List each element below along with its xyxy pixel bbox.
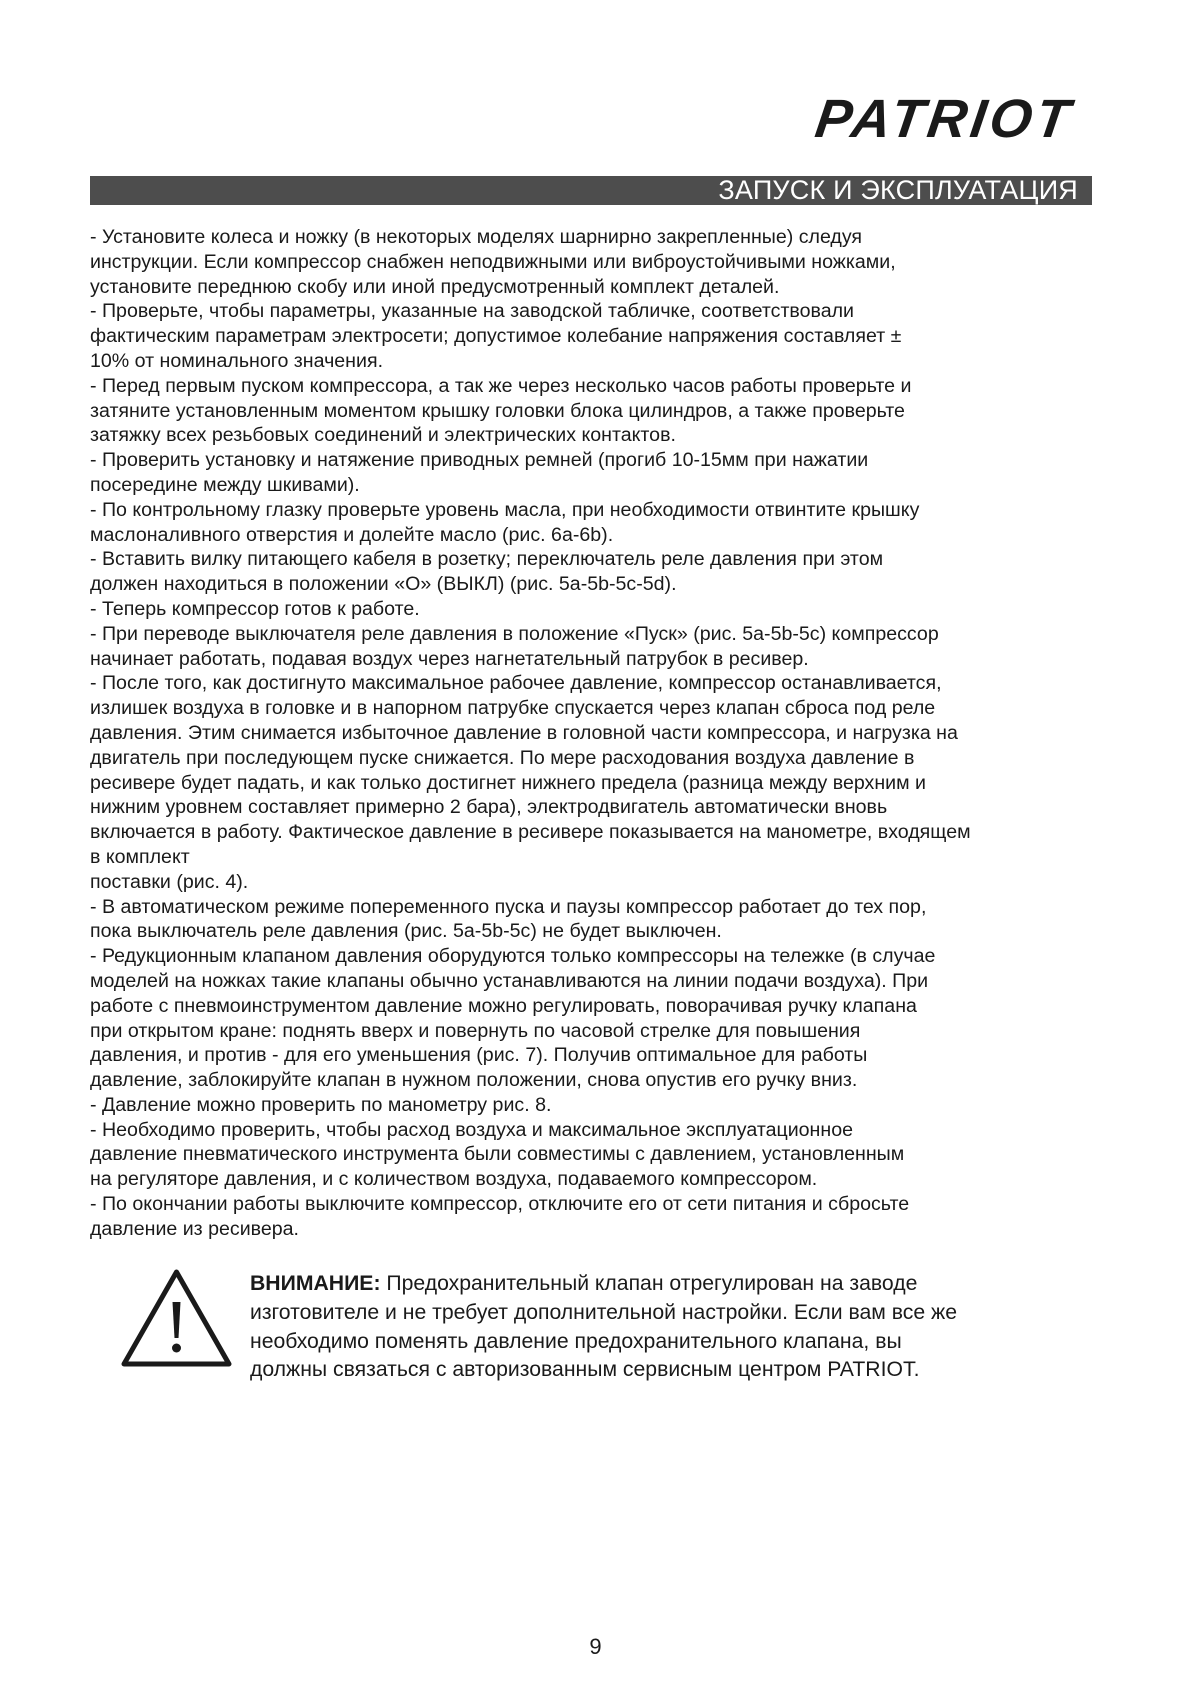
body-line: начинает работать, подавая воздух через нагнетательный патрубок в ресивер. (90, 647, 809, 670)
body-line: фактическим параметрам электросети; допустимое колебание напряжения составляет ± (90, 325, 902, 348)
body-line: работе с пневмоинструментом давление можно регулировать, поворачивая ручку клапана (90, 994, 917, 1017)
body-line: должен находиться в положении «О» (ВЫКЛ) (рис. 5а-5b-5с-5d). (90, 573, 677, 596)
body-line: ресивере будет падать, и как только достигнет нижнего предела (разница между верхним и (90, 771, 926, 794)
warning-line: необходимо поменять давление предохранительного клапана, вы (250, 1329, 902, 1353)
body-line: - Необходимо проверить, чтобы расход воздуха и максимальное эксплуатационное (90, 1118, 853, 1141)
body-line: - Установите колеса и ножку (в некоторых моделях шарнирно закрепленные) следуя (90, 226, 863, 248)
warning-line-text: Предохранительный клапан отрегулирован на заводе (380, 1272, 918, 1295)
body-line: маслоналивного отверстия и долейте масло (рис. 6а-6b). (90, 523, 614, 546)
body-line: - В автоматическом режиме попеременного пуска и паузы компрессор работает до тех пор, (90, 895, 927, 918)
body-line: - Проверьте, чтобы параметры, указанные на заводской табличке, соответствовали (90, 300, 854, 323)
body-line: нижним уровнем составляет примерно 2 бара), электродвигатель автоматически вновь (90, 796, 888, 819)
patriot-logo: PATRIOT (811, 89, 1078, 149)
body-line: поставки (рис. 4). (90, 870, 249, 893)
warning-line: должны связаться с авторизованным сервисным центром PATRIOT. (250, 1358, 920, 1382)
body-line: 10% от номинального значения. (90, 349, 384, 372)
body-line: - После того, как достигнуто максимальное рабочее давление, компрессор останавливается, (90, 672, 942, 695)
warning-line: изготовителе и не требует дополнительной настройки. Если вам все же (250, 1300, 957, 1324)
body-line: - Редукционным клапаном давления оборудуются только компрессоры на тележке (в случае (90, 945, 936, 968)
body-line: пока выключатель реле давления (рис. 5а-5b-5с) не будет выключен. (90, 920, 722, 943)
warning-label: ВНИМАНИЕ: (250, 1272, 381, 1295)
warning-triangle-icon (120, 1268, 233, 1368)
body-line: затяните установленным моментом крышку головки блока цилиндров, а также проверьте (90, 399, 905, 422)
body-line: установите переднюю скобу или иной предусмотренный комплект деталей. (90, 275, 780, 298)
instructions-body (90, 225, 1100, 1242)
body-line: включается в работу. Фактическое давление в ресивере показывается на манометре, входящем (90, 821, 971, 844)
section-header-bar (90, 176, 1092, 205)
body-line: давление пневматического инструмента были совместимы с давлением, установленным (90, 1143, 905, 1166)
body-line: - Давление можно проверить по манометру рис. 8. (90, 1093, 552, 1116)
body-line: моделей на ножках такие клапаны обычно устанавливаются на линии подачи воздуха). При (90, 969, 929, 992)
body-line: - Теперь компрессор готов к работе. (90, 597, 420, 620)
body-line: - По окончании работы выключите компрессор, отключите его от сети питания и сбросьте (90, 1193, 910, 1216)
body-line: излишек воздуха в головке и в напорном патрубке спускается через клапан сброса под реле (90, 697, 936, 720)
body-line: - При переводе выключателя реле давления в положение «Пуск» (рис. 5а-5b-5с) компрессор (90, 622, 939, 645)
body-line: в комплект (90, 845, 190, 868)
body-line: давления, и против - для его уменьшения (рис. 7). Получив оптимальное для работы (90, 1044, 868, 1067)
body-line: при открытом кране: поднять вверх и повернуть по часовой стрелке для повышения (90, 1019, 861, 1042)
warning-line (250, 1270, 1090, 1299)
body-line: - Проверить установку и натяжение приводных ремней (прогиб 10-15мм при нажатии (90, 449, 869, 472)
body-line: давление, заблокируйте клапан в нужном положении, снова опустив его ручку вниз. (90, 1069, 858, 1092)
body-line: - Вставить вилку питающего кабеля в розетку; переключатель реле давления при этом (90, 548, 884, 571)
body-line: двигатель при последующем пуске снижается. По мере расходования воздуха давление в (90, 746, 915, 769)
body-line: - Перед первым пуском компрессора, а так же через несколько часов работы проверьте и (90, 374, 912, 397)
page-number: 9 (589, 1634, 602, 1659)
body-line: давление из ресивера. (90, 1217, 299, 1240)
body-line: - По контрольному глазку проверьте уровень масла, при необходимости отвинтите крышку (90, 498, 920, 521)
body-line: посередине между шкивами). (90, 473, 360, 496)
body-line: инструкции. Если компрессор снабжен неподвижными или виброустойчивыми ножками, (90, 250, 896, 273)
section-title: ЗАПУСК И ЭКСПЛУАТАЦИЯ (718, 175, 1078, 205)
warning-notice (250, 1270, 1090, 1385)
body-line: давления. Этим снимается избыточное давление в головной части компрессора, и нагрузка на (90, 721, 958, 744)
body-line: на регуляторе давления, и с количеством воздуха, подаваемого компрессором. (90, 1168, 818, 1191)
body-line: затяжку всех резьбовых соединений и электрических контактов. (90, 424, 676, 447)
